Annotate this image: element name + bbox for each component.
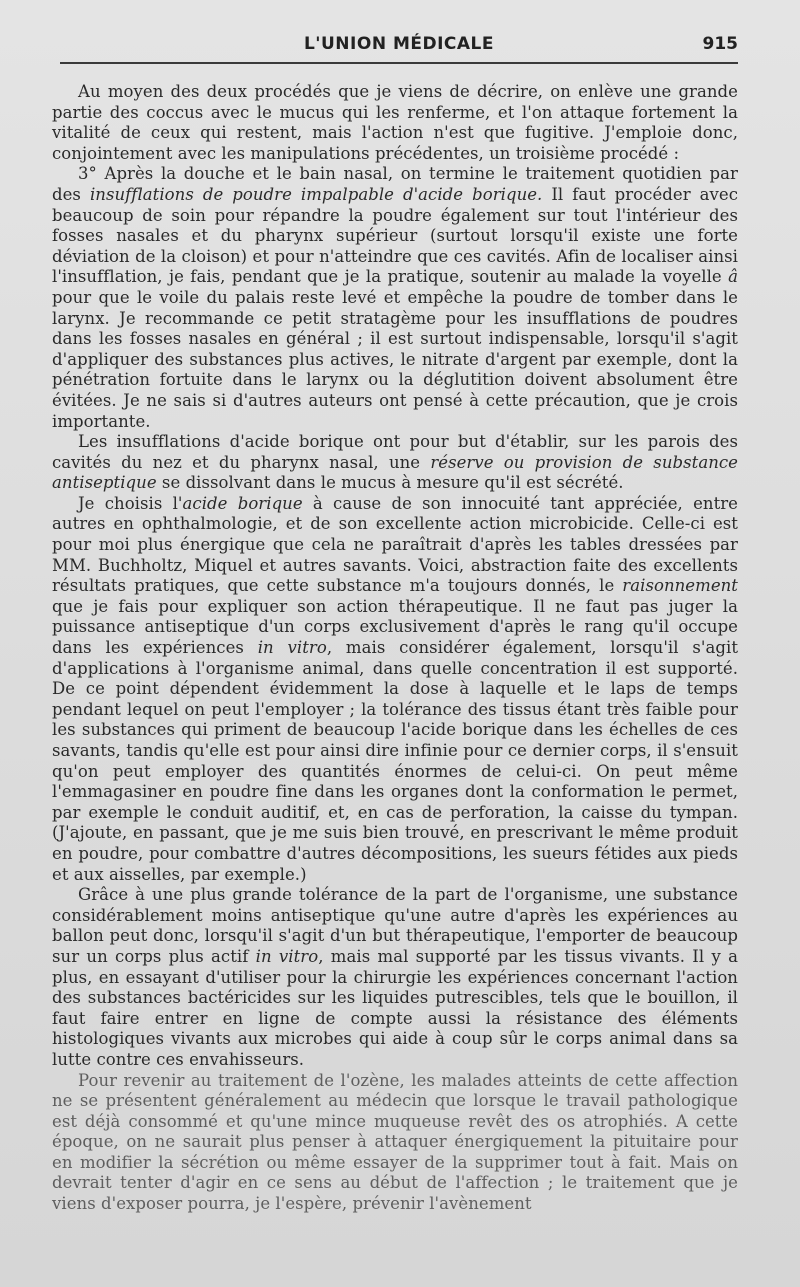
paragraph bbox=[52, 432, 738, 494]
body-text bbox=[52, 82, 738, 1215]
running-header bbox=[60, 30, 738, 64]
italic-text: â bbox=[728, 267, 738, 287]
text-run: Je choisis l' bbox=[78, 493, 183, 513]
text-run: , mais mal supporté par les tissus vivants. Il y a plus, en essayant d'utiliser pour la chirurgie les expériences concernant l'action des substances bactéricides sur les liquides putrescibles, tels que le bouillon, il faut faire entrer en ligne de compte aussi la résistance des éléments histologiques vivants aux microbes qui aide à coup sûr le corps animal dans sa lutte contre ces envahisseurs. bbox=[52, 946, 739, 1069]
text-run: pour que le voile du palais reste levé et empêche la poudre de tomber dans le larynx. Je recommande ce petit stratagème pour les insufflations de poudres dans les fosses nasales en général ; il est surtout indispensable, lorsqu'il s'agit d'appliquer des substances plus actives, le nitrate d'argent par exemple, dont la pénétration fortuite dans le larynx ou la déglutition doivent absolument être évitées. Je ne sais si d'autres auteurs ont pensé à cette précaution, que je crois importante. bbox=[52, 287, 738, 431]
paragraph bbox=[52, 164, 738, 432]
paragraph bbox=[52, 885, 738, 1070]
italic-text: raisonnement bbox=[622, 576, 738, 596]
paragraph bbox=[52, 82, 738, 164]
italic-text: in vitro bbox=[255, 946, 319, 966]
text-run: se dissolvant dans le mucus à mesure qu'il est sécrété. bbox=[156, 473, 624, 493]
text-run: que je fais pour expliquer son action thérapeutique. Il ne faut pas juger la puissance antiseptique d'un corps exclusivement d'après le rang qu'il occupe dans les expériences bbox=[52, 596, 738, 658]
text-run: 3° Après la douche et le bain nasal, on termine le traitement quotidien par des bbox=[52, 164, 738, 204]
paragraph bbox=[52, 494, 738, 885]
text-run: à cause de son innocuité tant appréciée, entre autres en ophthalmologie, et de son excellente action microbicide. Celle-ci est pour moi plus énergique que cela ne paraîtrait d'après les tables dressées par MM. Buchholtz, Miquel et autres savants. Voici, abstraction faite des excellents résultats pratiques, que cette substance m'a toujours donnés, le bbox=[52, 493, 738, 596]
page-number: 915 bbox=[702, 34, 738, 54]
paragraph bbox=[52, 1071, 738, 1215]
text-run: Au moyen des deux procédés que je viens de décrire, on enlève une grande partie des coccus avec le mucus qui les renferme, et l'on attaque fortement la vitalité de ceux qui restent, mais l'action n'est que fugitive. J'emploie donc, conjointement avec les manipulations précédentes, un troisième procédé : bbox=[52, 82, 738, 163]
italic-text: insufflations de poudre impalpable d'acide borique. bbox=[89, 184, 543, 204]
italic-text: réserve ou provision de substance antiseptique bbox=[52, 452, 738, 493]
text-run: Il faut procéder avec beaucoup de soin pour répandre la poudre également sur tout l'intérieur des fosses nasales et du pharynx supérieur (surtout lorsqu'il existe une forte déviation de la cloison) et pour n'atteindre que ces cavités. Afin de localiser ainsi l'insufflation, je fais, pendant que je la pratique, soutenir au malade la voyelle bbox=[52, 184, 738, 287]
text-run: Pour revenir au traitement de l'ozène, les malades atteints de cette affection ne se présentent généralement au médecin que lorsque le travail pathologique est déjà consommé et qu'une mince muqueuse revêt des os atrophiés. A cette époque, on ne saurait plus penser à attaquer énergiquement la pituitaire pour en modifier la sécrétion ou même essayer de la supprimer tout à fait. Mais on devrait tenter d'agir en ce sens au début de l'affection ; le traitement que je viens d'exposer pourra, je l'espère, prévenir l'avènement bbox=[52, 1070, 738, 1214]
text-run: Grâce à une plus grande tolérance de la part de l'organisme, une substance considérablement moins antiseptique qu'une autre d'après les expériences au ballon peut donc, lorsqu'il s'agit d'un but thérapeutique, l'emporter de beaucoup sur un corps plus actif bbox=[52, 885, 738, 966]
journal-title: L'UNION MÉDICALE bbox=[303, 34, 495, 54]
italic-text: in vitro bbox=[257, 638, 327, 658]
text-run: Les insufflations d'acide borique ont pour but d'établir, sur les parois des cavités du nez et du pharynx nasal, une bbox=[52, 432, 738, 472]
text-run: , mais considérer également, lorsqu'il s'agit d'applications à l'organisme animal, dans quelle concentration il est supporté. De ce point dépendent évidemment la dose à laquelle et le laps de temps pendant lequel on peut l'employer ; la tolérance des tissus étant très faible pour les substances qui priment de beaucoup l'acide borique dans les échelles de ces savants, tandis qu'elle est pour ainsi dire infinie pour ce dernier corps, il s'ensuit qu'on peut employer des quantités énormes de celui-ci. On peut même l'emmagasiner en poudre fine dans les organes dont la conformation le permet, par exemple le conduit auditif, et, en cas de perforation, la caisse du tympan. (J'ajoute, en passant, que je me suis bien trouvé, en prescrivant le même produit en poudre, pour combattre d'autres décompositions, les sueurs fétides aux pieds et aux aisselles, par exemple.) bbox=[52, 638, 738, 884]
italic-text: acide borique bbox=[182, 493, 303, 513]
